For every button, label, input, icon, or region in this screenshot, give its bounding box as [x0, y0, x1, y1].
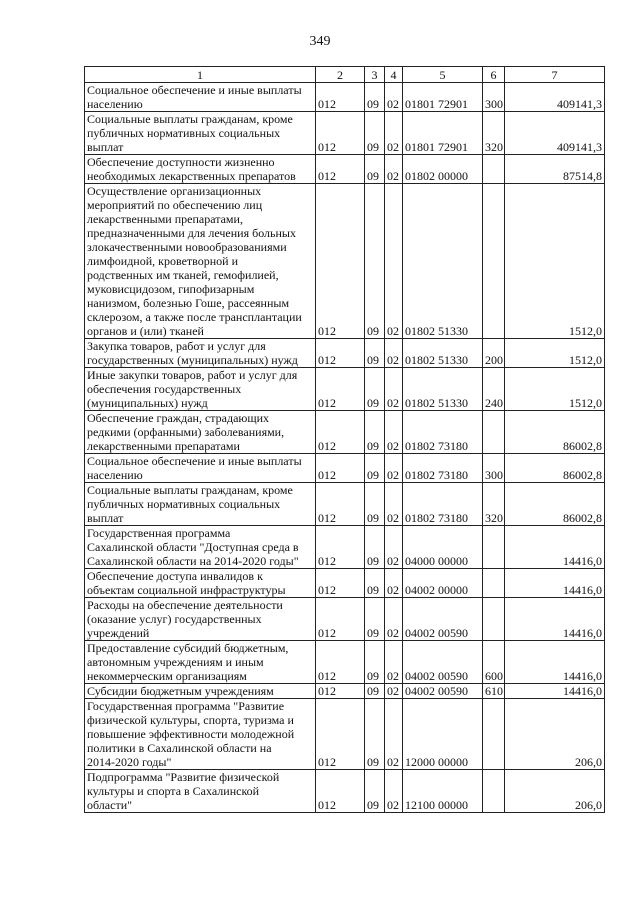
table-row [85, 569, 605, 598]
expense-type-code [483, 184, 505, 339]
amount: 14416,0 [505, 641, 605, 684]
subsection-code: 02 [385, 368, 403, 411]
item-name: Социальное обеспечение и иные выплаты населению [85, 454, 316, 483]
expense-type-code: 300 [483, 83, 505, 112]
subsection-code: 02 [385, 526, 403, 569]
ministry-code: 012 [316, 483, 365, 526]
subsection-code: 02 [385, 454, 403, 483]
target-article-code: 04002 00590 [403, 641, 483, 684]
ministry-code: 012 [316, 770, 365, 813]
ministry-code: 012 [316, 454, 365, 483]
amount: 14416,0 [505, 569, 605, 598]
amount: 1512,0 [505, 184, 605, 339]
table-row [85, 454, 605, 483]
table-row [85, 684, 605, 699]
ministry-code: 012 [316, 83, 365, 112]
item-name: Социальные выплаты гражданам, кроме публичных нормативных социальных выплат [85, 483, 316, 526]
expense-type-code [483, 526, 505, 569]
ministry-code: 012 [316, 641, 365, 684]
subsection-code: 02 [385, 598, 403, 641]
ministry-code: 012 [316, 339, 365, 368]
target-article-code: 04000 00000 [403, 526, 483, 569]
item-name: Социальные выплаты гражданам, кроме публичных нормативных социальных выплат [85, 112, 316, 155]
column-header: 4 [385, 67, 403, 83]
amount: 409141,3 [505, 112, 605, 155]
section-code: 09 [365, 569, 385, 598]
item-name: Государственная программа "Развитие физической культуры, спорта, туризма и повышение эффективности молодежной политики в Сахалинской области на 2014-2020 годы" [85, 699, 316, 770]
target-article-code: 01802 73180 [403, 454, 483, 483]
table-row [85, 339, 605, 368]
table-row [85, 770, 605, 813]
target-article-code: 12000 00000 [403, 699, 483, 770]
table-row [85, 483, 605, 526]
amount: 206,0 [505, 699, 605, 770]
section-code: 09 [365, 368, 385, 411]
amount: 14416,0 [505, 598, 605, 641]
table-row [85, 83, 605, 112]
column-header: 7 [505, 67, 605, 83]
amount: 14416,0 [505, 526, 605, 569]
amount: 1512,0 [505, 339, 605, 368]
table-row [85, 526, 605, 569]
amount: 87514,8 [505, 155, 605, 184]
section-code: 09 [365, 155, 385, 184]
expense-type-code [483, 699, 505, 770]
amount: 14416,0 [505, 684, 605, 699]
target-article-code: 01802 51330 [403, 184, 483, 339]
target-article-code: 01801 72901 [403, 112, 483, 155]
expense-type-code [483, 598, 505, 641]
ministry-code: 012 [316, 598, 365, 641]
subsection-code: 02 [385, 483, 403, 526]
amount: 86002,8 [505, 454, 605, 483]
section-code: 09 [365, 454, 385, 483]
subsection-code: 02 [385, 155, 403, 184]
table-row [85, 699, 605, 770]
section-code: 09 [365, 411, 385, 454]
section-code: 09 [365, 83, 385, 112]
expense-type-code: 240 [483, 368, 505, 411]
expense-type-code [483, 155, 505, 184]
section-code: 09 [365, 641, 385, 684]
amount: 206,0 [505, 770, 605, 813]
table-row [85, 411, 605, 454]
section-code: 09 [365, 483, 385, 526]
budget-table [84, 66, 605, 813]
ministry-code: 012 [316, 368, 365, 411]
amount: 86002,8 [505, 483, 605, 526]
amount: 86002,8 [505, 411, 605, 454]
item-name: Предоставление субсидий бюджетным, автономным учреждениям и иным некоммерческим организациям [85, 641, 316, 684]
section-code: 09 [365, 684, 385, 699]
subsection-code: 02 [385, 411, 403, 454]
column-header: 6 [483, 67, 505, 83]
subsection-code: 02 [385, 684, 403, 699]
amount: 409141,3 [505, 83, 605, 112]
table-header-row [85, 67, 605, 83]
table-row [85, 368, 605, 411]
expense-type-code [483, 569, 505, 598]
page-number: 349 [309, 34, 331, 49]
expense-type-code: 610 [483, 684, 505, 699]
column-header: 2 [316, 67, 365, 83]
expense-type-code: 600 [483, 641, 505, 684]
expense-type-code: 200 [483, 339, 505, 368]
table-body [85, 83, 605, 813]
target-article-code: 04002 00590 [403, 598, 483, 641]
section-code: 09 [365, 184, 385, 339]
target-article-code: 01802 51330 [403, 368, 483, 411]
section-code: 09 [365, 770, 385, 813]
ministry-code: 012 [316, 155, 365, 184]
target-article-code: 01802 51330 [403, 339, 483, 368]
item-name: Обеспечение доступности жизненно необходимых лекарственных препаратов [85, 155, 316, 184]
expense-type-code: 320 [483, 483, 505, 526]
subsection-code: 02 [385, 770, 403, 813]
item-name: Осуществление организационных мероприятий по обеспечению лиц лекарственными препаратами, предназначенными для лечения больных злокачественными новообразованиями лимфоидной, кроветворной и родственных им тканей, гемофилией, муковисцидозом, гипофизарным нанизмом, болезнью Гоше, рассеянным склерозом, а также после трансплантации органов и (или) тканей [85, 184, 316, 339]
column-header: 3 [365, 67, 385, 83]
item-name: Субсидии бюджетным учреждениям [85, 684, 316, 699]
column-header: 1 [85, 67, 316, 83]
target-article-code: 12100 00000 [403, 770, 483, 813]
subsection-code: 02 [385, 184, 403, 339]
ministry-code: 012 [316, 684, 365, 699]
expense-type-code [483, 411, 505, 454]
table-row [85, 155, 605, 184]
item-name: Подпрограмма "Развитие физической культуры и спорта в Сахалинской области" [85, 770, 316, 813]
subsection-code: 02 [385, 641, 403, 684]
item-name: Обеспечение доступа инвалидов к объектам социальной инфраструктуры [85, 569, 316, 598]
section-code: 09 [365, 699, 385, 770]
amount: 1512,0 [505, 368, 605, 411]
target-article-code: 01802 73180 [403, 483, 483, 526]
target-article-code: 01802 73180 [403, 411, 483, 454]
item-name: Закупка товаров, работ и услуг для государственных (муниципальных) нужд [85, 339, 316, 368]
expense-type-code: 300 [483, 454, 505, 483]
item-name: Обеспечение граждан, страдающих редкими (орфанными) заболеваниями, лекарственными препаратами [85, 411, 316, 454]
subsection-code: 02 [385, 569, 403, 598]
ministry-code: 012 [316, 699, 365, 770]
target-article-code: 04002 00000 [403, 569, 483, 598]
table-row [85, 112, 605, 155]
target-article-code: 04002 00590 [403, 684, 483, 699]
section-code: 09 [365, 526, 385, 569]
item-name: Государственная программа Сахалинской области "Доступная среда в Сахалинской области на 2014-2020 годы" [85, 526, 316, 569]
table-row [85, 184, 605, 339]
target-article-code: 01802 00000 [403, 155, 483, 184]
expense-type-code: 320 [483, 112, 505, 155]
item-name: Расходы на обеспечение деятельности (оказание услуг) государственных учреждений [85, 598, 316, 641]
item-name: Иные закупки товаров, работ и услуг для обеспечения государственных (муниципальных) нужд [85, 368, 316, 411]
section-code: 09 [365, 339, 385, 368]
ministry-code: 012 [316, 411, 365, 454]
expense-type-code [483, 770, 505, 813]
subsection-code: 02 [385, 83, 403, 112]
subsection-code: 02 [385, 112, 403, 155]
section-code: 09 [365, 112, 385, 155]
ministry-code: 012 [316, 184, 365, 339]
item-name: Социальное обеспечение и иные выплаты населению [85, 83, 316, 112]
table-row [85, 598, 605, 641]
ministry-code: 012 [316, 112, 365, 155]
subsection-code: 02 [385, 339, 403, 368]
target-article-code: 01801 72901 [403, 83, 483, 112]
ministry-code: 012 [316, 526, 365, 569]
table-row [85, 641, 605, 684]
ministry-code: 012 [316, 569, 365, 598]
section-code: 09 [365, 598, 385, 641]
subsection-code: 02 [385, 699, 403, 770]
column-header: 5 [403, 67, 483, 83]
